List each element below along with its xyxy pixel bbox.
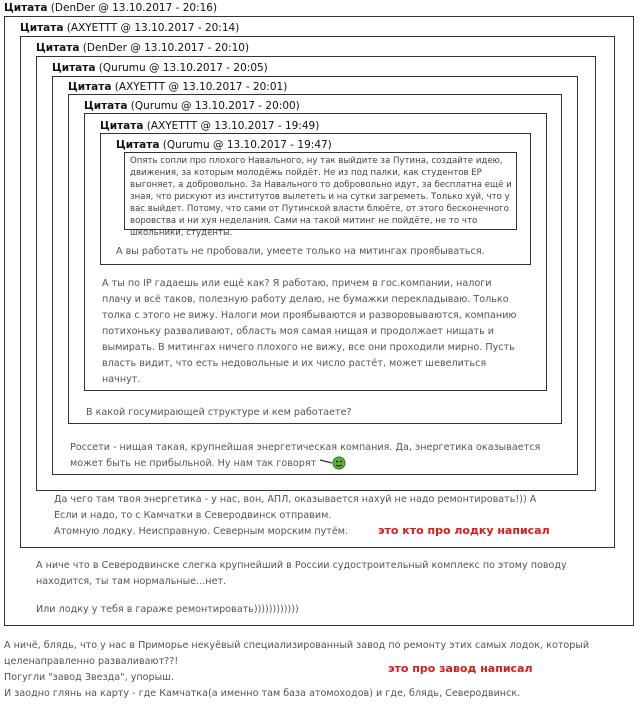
quote-header-1: Цитата (DenDer @ 13.10.2017 - 20:16) bbox=[4, 2, 218, 14]
reply-level-4: Россети - нищая такая, крупнейшая энергетическая компания. Да, энергетика оказывается может быть не прибыльной. Ну нам так говорят bbox=[70, 442, 541, 469]
quote-header-8: Цитата (Qurumu @ 13.10.2017 - 19:47) bbox=[116, 139, 332, 151]
innermost-text: Опять сопли про плохого Навального, ну так выйдите за Путина, создайте идею, движения, за которым молодёжь пойдёт. Не из под палки, как студентов ЕР выгоняет, а добровольно. За Навального то добровольно идут, за бесплатна ещё и зная, что рискуют из институтов вылететь и на сутки загреметь. Только хуй, что у вас выйдет. Потому, что сами от Путинской власти блюёте, от этого бесконечного воровства и ни хуя неделания. Сами на такой митинг не пойдёте, не то что школьники, студенты. bbox=[130, 156, 512, 238]
quote-header-2: Цитата (AXYETTT @ 13.10.2017 - 20:14) bbox=[20, 22, 240, 34]
annotation-boat: это кто про лодку написал bbox=[378, 524, 550, 537]
quote-header-3: Цитата (DenDer @ 13.10.2017 - 20:10) bbox=[36, 42, 250, 54]
reply-level-5: В какой госумирающей структуре и кем работаете? bbox=[86, 407, 352, 418]
reply-level-7: А вы работать не пробовали, умеете только на митингах проябываться. bbox=[116, 246, 485, 257]
reply-level-3: Да чего там твоя энергетика - у нас, вон, АПЛ, оказывается нахуй не надо ремонтировать!)) А Если и надо, то с Камчатки в Северодвинск отправим. Атомную лодку. Неисправную. Северным морским путём. bbox=[54, 494, 537, 537]
reply-level-6: А ты по IP гадаешь или ещё как? Я работаю, причем в гос.компании, налоги плачу и всё таков, полезную работу делаю, не бумажки перекладываю. Только толка с этого не вижу. Налоги мои проябываются и разворовываются, компанию потихоньку разваливают, область моя самая нищая и продолжает нищать и вымирать. В митингах ничего плохого не вижу, все они проходили мирно. Пусть власть видит, что есть недовольные и их число растёт, может шевелиться начнут. bbox=[102, 278, 517, 385]
reply-level-1: А ничё, блядь, что у нас в Приморье некуёвый специализированный завод по ремонту этих самых лодок, который целенаправленно разваливают??! Погугли "завод Звезда", упорыш. И заодно глянь на карту - где Камчатка(а именно там база атомоходов) и где, блядь, Северодвинск. bbox=[4, 640, 590, 699]
quote-header-4: Цитата (Qurumu @ 13.10.2017 - 20:05) bbox=[52, 62, 268, 74]
reply-level-2: А ниче что в Северодвинске слегка крупнейший в России судостроительный комплекс по этому поводу находится, ты там нормальные...нет. Или лодку у тебя в гараже ремонтировать)))))))))))) bbox=[36, 560, 567, 615]
quote-header-5: Цитата (AXYETTT @ 13.10.2017 - 20:01) bbox=[68, 81, 288, 93]
smiley-icon bbox=[319, 456, 347, 470]
quote-header-7: Цитата (AXYETTT @ 13.10.2017 - 19:49) bbox=[100, 120, 320, 132]
quote-header-6: Цитата (Qurumu @ 13.10.2017 - 20:00) bbox=[84, 100, 300, 112]
annotation-factory: это про завод написал bbox=[388, 662, 533, 675]
